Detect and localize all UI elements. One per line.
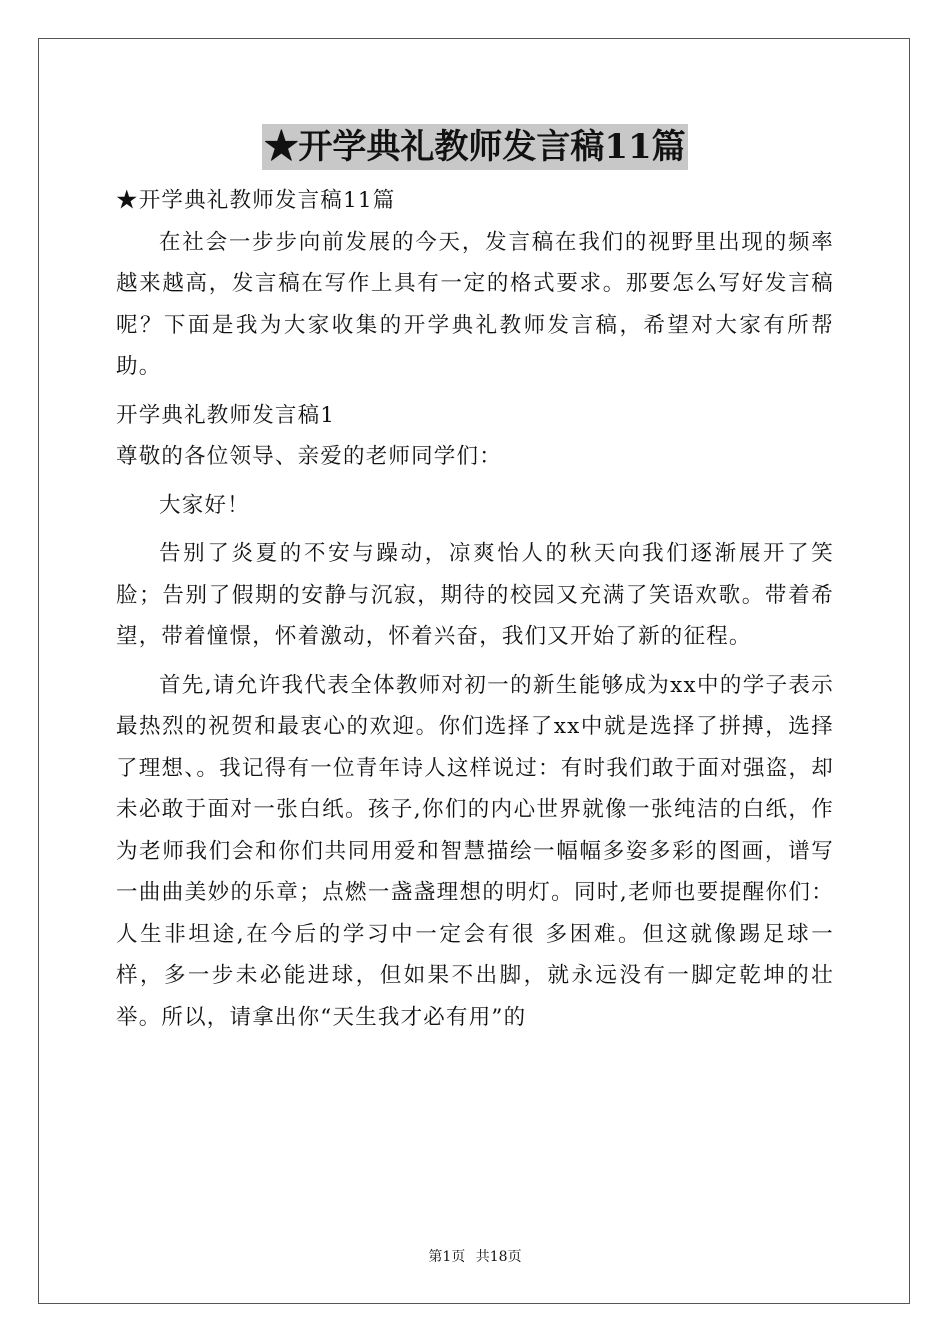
intro-paragraph: 在社会一步步向前发展的今天，发言稿在我们的视野里出现的频率越来越高，发言稿在写作上具有一定的格式要求。那要怎么写好发言稿呢？下面是我为大家收集的开学典礼教师发言稿，希望对大家有所帮助。 <box>116 229 834 379</box>
salutation: 尊敬的各位领导、亲爱的老师同学们： <box>116 444 502 469</box>
document-title: ★开学典礼教师发言稿11篇 <box>262 124 687 170</box>
body-paragraph: 告别了炎夏的不安与躁动，凉爽怡人的秋天向我们逐渐展开了笑脸；告别了假期的安静与沉寂，期待的校园又充满了笑语欢歌。带着希望，带着憧憬，怀着激动，怀着兴奋，我们又开始了新的征程。 <box>116 541 834 649</box>
page-footer <box>0 1246 950 1266</box>
title-container <box>0 124 950 170</box>
section-heading: 开学典礼教师发言稿1 <box>116 402 336 428</box>
page-total: 共18页 <box>475 1249 522 1265</box>
greeting: 大家好！ <box>159 492 250 518</box>
document-subtitle: ★开学典礼教师发言稿11篇 <box>116 188 396 213</box>
document-body <box>116 180 834 1045</box>
body-paragraph: 首先,请允许我代表全体教师对初一的新生能够成为xx中的学子表示最热烈的祝贺和最衷心的欢迎。你们选择了xx中就是选择了拼搏，选择了理想、。我记得有一位青年诗人这样说过：有时我们敢于面对强盗，却未必敢于面对一张白纸。孩子,你们的内心世界就像一张纯洁的白纸，作为老师我们会和你们共同用爱和智慧描绘一幅幅多姿多彩的图画，谱写一曲曲美妙的乐章；点燃一盏盏理想的明灯。同时,老师也要提醒你们：人生非坦途,在今后的学习中一定会有很 多困难。但这就像踢足球一样，多一步未必能进球，但如果不出脚，就永远没有一脚定乾坤的壮举。所以，请拿出你“天生我才必有用”的 <box>116 672 834 1030</box>
page-number: 第1页 <box>428 1249 466 1265</box>
